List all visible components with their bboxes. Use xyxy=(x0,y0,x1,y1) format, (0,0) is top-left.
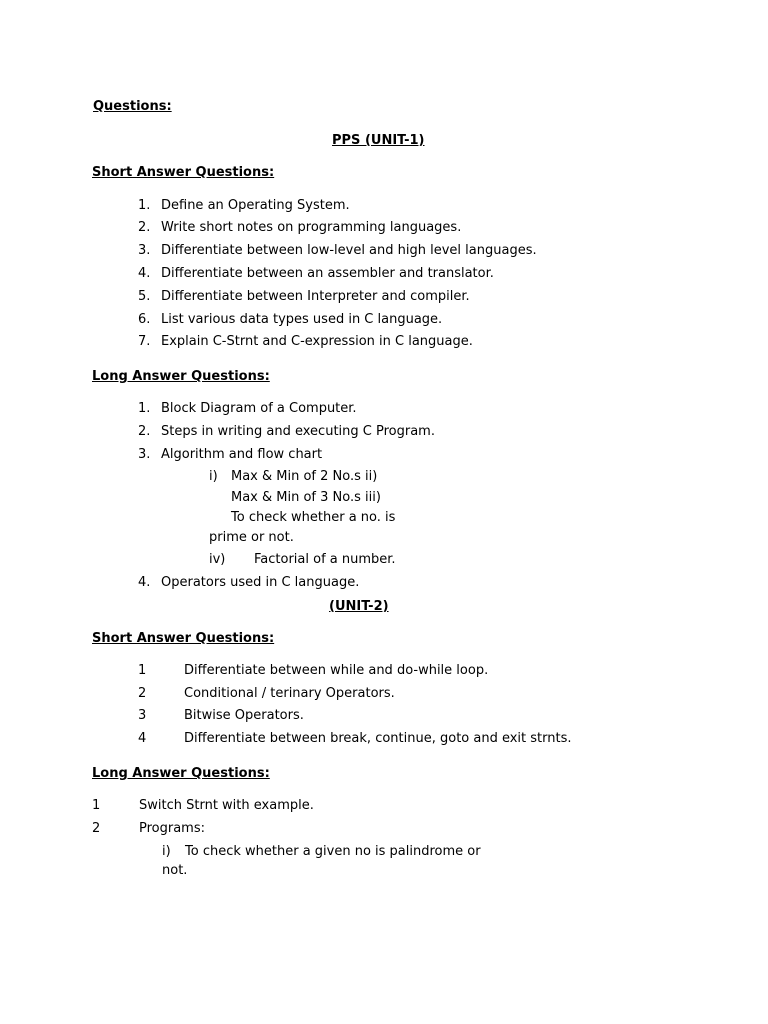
list-item-number: 3 xyxy=(138,708,147,723)
unit2-short-heading: Short Answer Questions: xyxy=(92,631,275,646)
list-item-number: 2 xyxy=(138,686,147,701)
list-item-number: 4. xyxy=(138,266,151,281)
list-item-number: 7. xyxy=(138,334,151,349)
unit1-short-heading: Short Answer Questions: xyxy=(92,165,275,180)
list-item: Algorithm and flow chart xyxy=(161,447,323,462)
unit1-title: PPS (UNIT-1) xyxy=(332,133,425,148)
unit1-long-heading: Long Answer Questions: xyxy=(92,369,270,384)
list-item: Differentiate between low-level and high level languages. xyxy=(161,243,537,258)
list-item-number: 6. xyxy=(138,312,151,327)
list-item-number: 1 xyxy=(92,798,101,813)
list-item: Differentiate between while and do-while loop. xyxy=(184,663,489,678)
list-item: Differentiate between break, continue, goto and exit strnts. xyxy=(184,731,572,746)
list-item-number: 2. xyxy=(138,220,151,235)
list-item: Switch Strnt with example. xyxy=(139,798,314,813)
list-item-number: 3. xyxy=(138,447,151,462)
list-item: List various data types used in C language. xyxy=(161,312,443,327)
unit2-long-heading: Long Answer Questions: xyxy=(92,766,270,781)
questions-heading: Questions: xyxy=(93,99,172,114)
list-item: Differentiate between Interpreter and compiler. xyxy=(161,289,470,304)
list-item-number: 5. xyxy=(138,289,151,304)
list-item-number: 4. xyxy=(138,575,151,590)
sub-item-number: i) xyxy=(209,469,218,484)
sub-item: Max & Min of 2 No.s ii) xyxy=(231,469,378,484)
list-item-number: 2. xyxy=(138,424,151,439)
sub-item: Factorial of a number. xyxy=(254,552,396,567)
list-item-number: 1 xyxy=(138,663,147,678)
list-item: Steps in writing and executing C Program. xyxy=(161,424,435,439)
list-item-number: 4 xyxy=(138,731,147,746)
sub-item: Max & Min of 3 No.s iii) xyxy=(231,490,381,505)
list-item: Explain C-Strnt and C-expression in C language. xyxy=(161,334,473,349)
list-item: Block Diagram of a Computer. xyxy=(161,401,357,416)
sub-item: not. xyxy=(162,863,188,878)
list-item: Programs: xyxy=(139,821,206,836)
list-item: Define an Operating System. xyxy=(161,198,350,213)
sub-item: To check whether a no. is xyxy=(231,510,396,525)
sub-item-number: i) xyxy=(162,844,171,859)
list-item: Differentiate between an assembler and translator. xyxy=(161,266,494,281)
list-item: Conditional / terinary Operators. xyxy=(184,686,395,701)
list-item-number: 1. xyxy=(138,198,151,213)
unit2-title: (UNIT-2) xyxy=(329,599,389,614)
list-item-number: 2 xyxy=(92,821,101,836)
sub-item: prime or not. xyxy=(209,530,294,545)
list-item: Write short notes on programming languages. xyxy=(161,220,462,235)
sub-item: To check whether a given no is palindrome or xyxy=(185,844,481,859)
list-item-number: 1. xyxy=(138,401,151,416)
sub-item-number: iv) xyxy=(209,552,226,567)
list-item: Bitwise Operators. xyxy=(184,708,304,723)
list-item-number: 3. xyxy=(138,243,151,258)
list-item: Operators used in C language. xyxy=(161,575,360,590)
